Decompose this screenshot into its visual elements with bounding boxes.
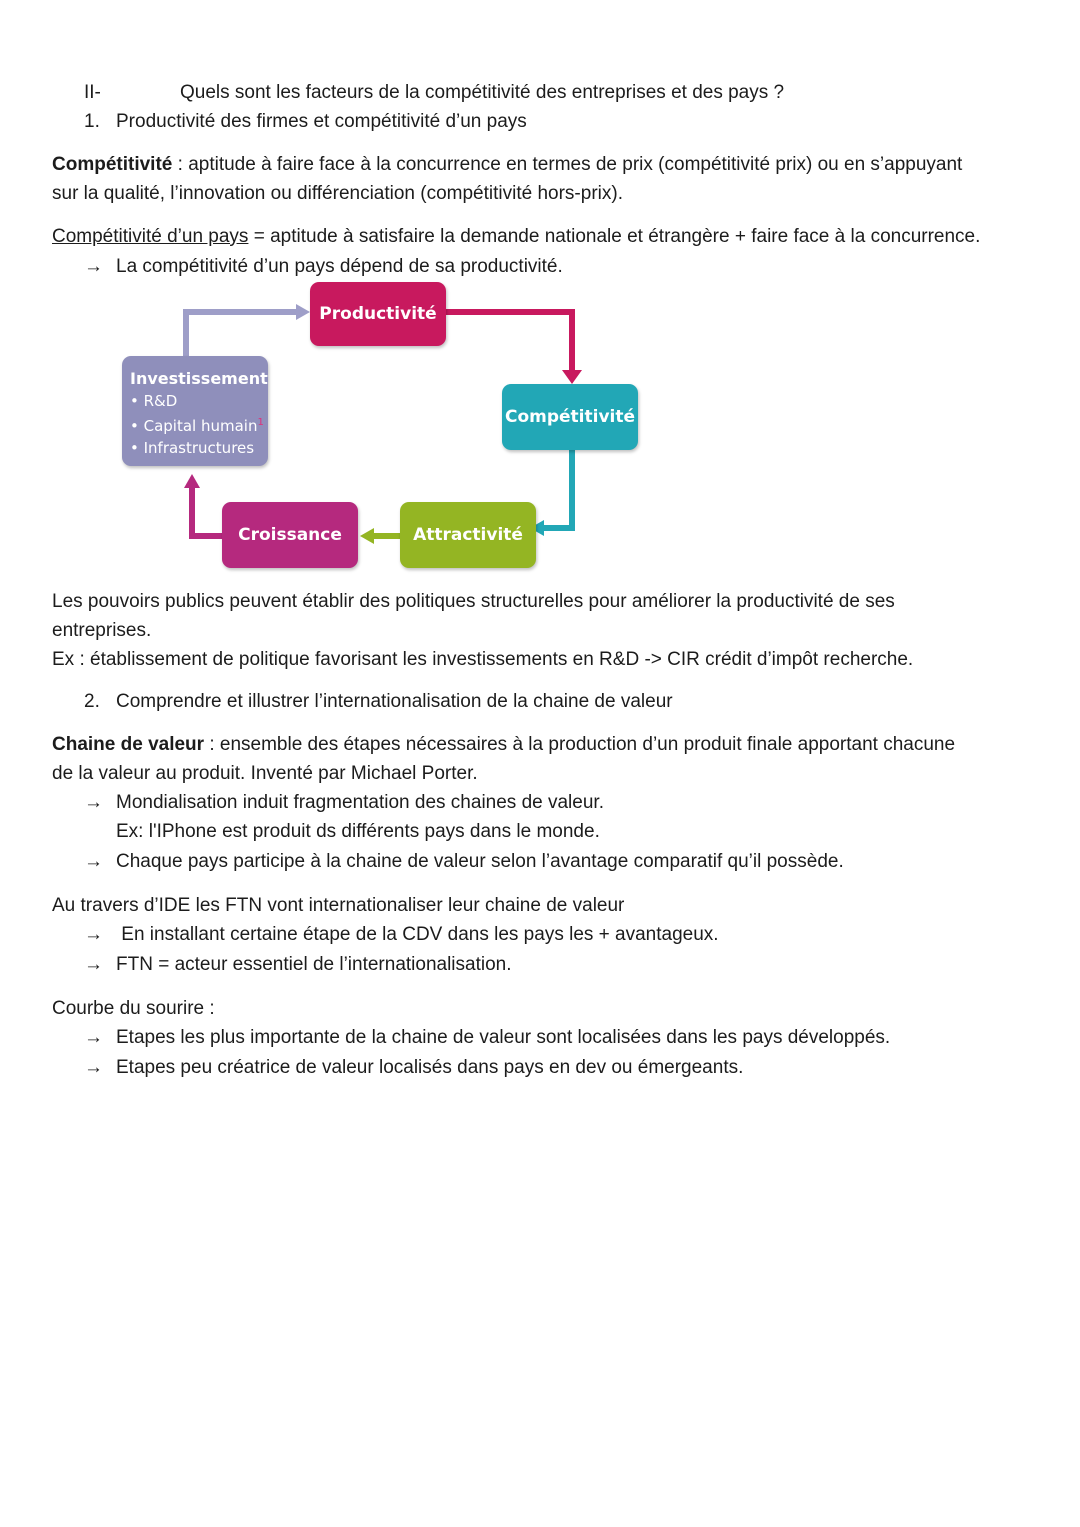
investissement-title: Investissement: [130, 369, 268, 388]
arrow-icon: →: [84, 1057, 103, 1078]
bullet-text: FTN = acteur essentiel de l’internationalisation.: [116, 954, 512, 975]
bullet-text: Etapes les plus importante de la chaine de valeur sont localisées dans les pays développés.: [116, 1027, 891, 1048]
investissement-item: • R&D: [130, 392, 178, 410]
subsection-1-heading: [84, 107, 527, 136]
courbe-intro: Courbe du sourire :: [52, 998, 215, 1019]
politiques-line2: entreprises.: [52, 620, 152, 641]
arrow-icon: →: [84, 256, 103, 277]
subsection-1-title: Productivité des firmes et compétitivité d’un pays: [116, 111, 527, 132]
bullet-text: Chaque pays participe à la chaine de valeur selon l’avantage comparatif qu’il possède.: [116, 851, 844, 872]
arrow-icon: →: [84, 1027, 103, 1048]
bullet-etapes-importantes: [84, 1023, 890, 1052]
subsection-2-title: Comprendre et illustrer l’internationalisation de la chaine de valeur: [116, 691, 673, 712]
bullet-text: En installant certaine étape de la CDV dans les pays les + avantageux.: [116, 924, 719, 945]
section-heading: [84, 78, 784, 107]
term-chaine-de-valeur: Chaine de valeur: [52, 734, 205, 755]
definition-competitivite-line1: [52, 150, 962, 179]
investissement-item: • Infrastructures: [130, 439, 255, 457]
subsection-1-number: 1.: [84, 111, 100, 132]
node-attractivite: Attractivité: [400, 502, 536, 568]
definition-pays: [52, 222, 980, 251]
definition-chaine-line2: de la valeur au produit. Inventé par Michael Porter.: [52, 763, 478, 784]
definition-text: : aptitude à faire face à la concurrence en termes de prix (compétitivité prix) ou en s’appuyant: [172, 154, 963, 175]
arrow-icon: →: [84, 851, 103, 872]
definition-chaine-text: : ensemble des étapes nécessaires à la production d’un produit finale apportant chacune: [204, 734, 956, 755]
bullet-text: Mondialisation induit fragmentation des chaines de valeur.: [116, 792, 604, 813]
ide-intro: Au travers d’IDE les FTN vont internationaliser leur chaine de valeur: [52, 895, 625, 916]
bullet-mondialisation: [84, 788, 604, 817]
arrow-to-investissement-icon: [184, 474, 200, 488]
bullet-etapes-peu-creatrices: [84, 1053, 743, 1082]
bullet-text: La compétitivité d’un pays dépend de sa productivité.: [116, 256, 563, 277]
arrow-icon: →: [84, 792, 103, 813]
definition-chaine-line1: [52, 730, 955, 759]
section-title: Quels sont les facteurs de la compétitivité des entreprises et des pays ?: [180, 82, 785, 103]
section-numeral: II-: [84, 82, 101, 103]
bullet-ftn: [84, 950, 512, 979]
arrow-to-competitivite-icon: [562, 370, 582, 384]
subsection-2-number: 2.: [84, 691, 100, 712]
arrow-icon: →: [84, 924, 103, 945]
node-competitivite: Compétitivité: [502, 384, 638, 450]
bullet-installation: [84, 920, 719, 949]
bullet-example-iphone: Ex: l'IPhone est produit ds différents pays dans le monde.: [116, 821, 600, 842]
definition-competitivite-line2: sur la qualité, l’innovation ou différenciation (compétitivité hors-prix).: [52, 183, 623, 204]
footnote-marker: 1: [257, 417, 264, 428]
term-competitivite: Compétitivité: [52, 154, 173, 175]
productivity-cycle-diagram: [110, 280, 655, 575]
node-croissance: Croissance: [222, 502, 358, 568]
node-productivite: Productivité: [310, 282, 446, 346]
node-investissement: [122, 356, 268, 466]
politiques-line1: Les pouvoirs publics peuvent établir des politiques structurelles pour améliorer la productivité de ses: [52, 591, 895, 612]
term-competitivite-pays: Compétitivité d’un pays: [52, 226, 249, 247]
bullet-dependance: [84, 252, 563, 281]
bullet-avantage-comparatif: [84, 847, 844, 876]
arrow-to-croissance-icon: [360, 528, 374, 544]
bullet-text: Etapes peu créatrice de valeur localisés dans pays en dev ou émergeants.: [116, 1057, 744, 1078]
arrow-to-productivite-icon: [296, 304, 310, 320]
arrow-icon: →: [84, 954, 103, 975]
definition-pays-text: = aptitude à satisfaire la demande nationale et étrangère + faire face à la concurrence.: [248, 226, 981, 247]
investissement-item: • Capital humain$^1$: [130, 417, 264, 435]
subsection-2-heading: [84, 687, 673, 716]
politiques-example: Ex : établissement de politique favorisant les investissements en R&D -> CIR crédit d’impôt recherche.: [52, 649, 914, 670]
